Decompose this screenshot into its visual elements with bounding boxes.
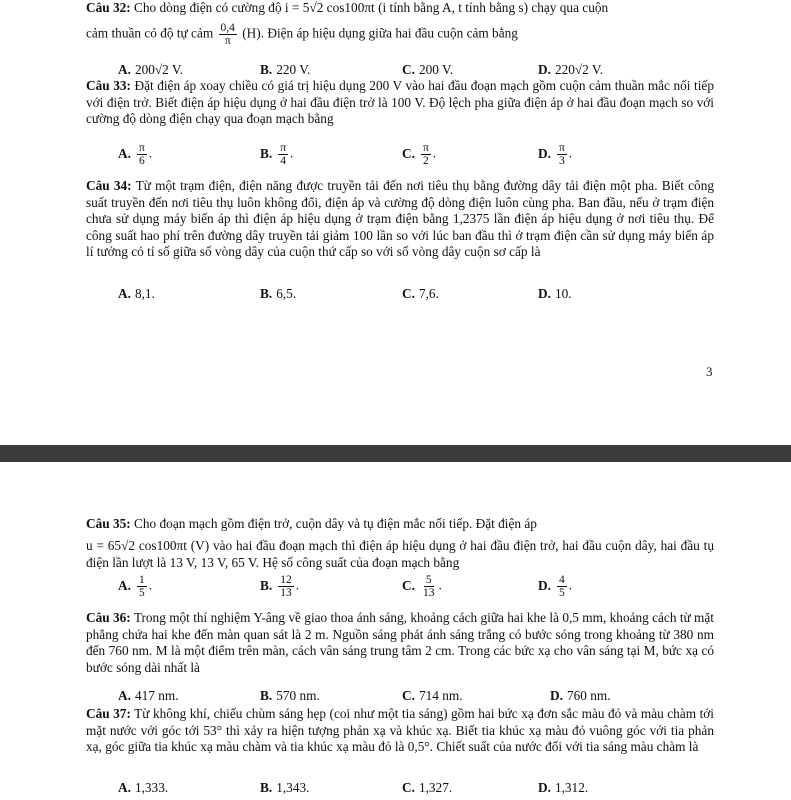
question-label: Câu 32: xyxy=(86,0,131,15)
question-text: Cho đoạn mạch gồm điện trở, cuộn dây và tụ điện mắc nối tiếp. Đặt điện áp xyxy=(134,516,537,531)
option-a[interactable]: A. 8,1. xyxy=(118,286,155,301)
question-32 xyxy=(86,0,714,17)
answer-options-34 xyxy=(118,284,718,306)
fraction xyxy=(219,22,237,47)
page-number: 3 xyxy=(706,364,713,379)
question-32-line2 xyxy=(86,22,714,47)
option-d[interactable]: D. $\frac{4}{5}$ . xyxy=(538,574,573,599)
option-c[interactable]: C. 7,6. xyxy=(402,286,439,301)
answer-options-37 xyxy=(118,778,718,800)
question-label: Câu 33: xyxy=(86,78,131,93)
question-text: Từ một trạm điện, điện năng được truyền tải đến nơi tiêu thụ bằng đường dây tải điện một pha. Biết công suất truyền đến nơi tiêu thụ luôn không đổi, điện áp và cường độ dòng điện luôn cùng pha. Ban đầu, nếu ở trạm điện chưa sử dụng máy biến áp thì điện áp hiệu dụng ở trạm điện bằng 1,2375 lần điện áp hiệu dụng ở nơi tiêu thụ. Để công suất hao phí trên đường dây truyền tải giảm 100 lần so với lúc ban đầu thì ở trạm điện cần sử dụng máy biến áp lí tưởng có tỉ số giữa số vòng dây của cuộn thứ cấp so với số vòng dây cuộn sơ cấp là xyxy=(86,178,714,260)
question-35-line2 xyxy=(86,538,714,571)
option-d[interactable]: D. 760 nm. xyxy=(550,688,611,703)
answer-options-36 xyxy=(118,686,718,708)
question-33 xyxy=(86,78,714,128)
question-text: Đặt điện áp xoay chiều có giá trị hiệu dụng 200 V vào hai đầu đoạn mạch gồm cuộn cảm thuần mắc nối tiếp với điện trở. Biết điện áp hiệu dụng ở hai đầu điện trở là 100 V. Độ lệch pha giữa điện áp ở hai đầu đoạn mạch so với cường độ dòng điện chạy qua đoạn mạch bằng xyxy=(86,78,714,127)
option-a[interactable]: A. $\frac{1}{5}$ . xyxy=(118,574,153,599)
answer-options-35 xyxy=(118,574,718,608)
option-a[interactable]: A. 200√2 V. xyxy=(118,62,184,77)
question-text: u = 65√2 cos100πt (V) vào hai đầu đoạn mạch thì điện áp hiệu dụng ở hai đầu điện trở, hai đầu cuộn dây, hai đầu tụ điện lần lượt là 13 V, 13 V, 65 V. Hệ số công suất của đoạn mạch bằng xyxy=(86,538,714,570)
question-label: Câu 36: xyxy=(86,610,131,625)
question-text: Từ không khí, chiếu chùm sáng hẹp (coi như một tia sáng) gồm hai bức xạ đơn sắc màu đỏ và màu chàm tới mặt nước với góc tới 53° thì xảy ra hiện tượng phản xạ và khúc xạ. Biết tia khúc xạ màu đỏ vuông góc với tia phản xạ, góc giữa tia khúc xạ màu chàm và tia khúc xạ màu đỏ là 0,5°. Chiết suất của nước đối với tia sáng màu chàm là xyxy=(86,706,714,755)
question-label: Câu 35: xyxy=(86,516,131,531)
option-d[interactable]: D. 10. xyxy=(538,286,572,301)
fraction-denominator: π xyxy=(224,35,231,47)
option-a[interactable]: A. 1,333. xyxy=(118,780,169,795)
option-d[interactable]: D. 220√2 V. xyxy=(538,62,604,77)
question-label: Câu 37: xyxy=(86,706,131,721)
option-c[interactable]: C. $\frac{\pi}{2}$ . xyxy=(402,142,437,167)
option-c[interactable]: C. 714 nm. xyxy=(402,688,463,703)
option-c[interactable]: C. 1,327. xyxy=(402,780,453,795)
option-b[interactable]: B. 220 V. xyxy=(260,62,311,77)
question-text: Cho dòng điện có cường độ i = 5√2 cos100πt (i tính bằng A, t tính bằng s) chạy qua cuộn xyxy=(134,0,609,15)
fraction-numerator: 0,4 xyxy=(220,22,235,34)
option-d[interactable]: D. 1,312. xyxy=(538,780,589,795)
option-b[interactable]: B. $\frac{12}{13}$ . xyxy=(260,574,300,599)
question-text: Trong một thí nghiệm Y-âng về giao thoa ánh sáng, khoảng cách giữa hai khe là 0,5 mm, khoảng cách từ mặt phẳng chứa hai khe đến màn quan sát là 2 m. Nguồn sáng phát ánh sáng trắng có bước sóng trong khoảng từ 380 nm đến 760 nm. M là một điểm trên màn, cách vân sáng trung tâm 2 cm. Trong các bức xạ cho vân sáng tại M, bức xạ có bước sóng dài nhất là xyxy=(86,610,714,675)
question-label: Câu 34: xyxy=(86,178,132,193)
option-b[interactable]: B. $\frac{\pi}{4}$ . xyxy=(260,142,294,167)
option-c[interactable]: C. 200 V. xyxy=(402,62,454,77)
option-b[interactable]: B. 6,5. xyxy=(260,286,297,301)
question-37 xyxy=(86,706,714,756)
question-35 xyxy=(86,516,714,533)
page-separator xyxy=(0,445,791,462)
option-d[interactable]: D. $\frac{\pi}{3}$ . xyxy=(538,142,573,167)
option-a[interactable]: A. 417 nm. xyxy=(118,688,179,703)
page-4 xyxy=(0,462,791,800)
question-text: (H). Điện áp hiệu dụng giữa hai đầu cuộn cảm bằng xyxy=(242,25,518,41)
option-a[interactable]: A. $\frac{\pi}{6}$ . xyxy=(118,142,153,167)
question-text: cảm thuần có độ tự cảm xyxy=(86,25,214,41)
question-36 xyxy=(86,610,714,676)
option-c[interactable]: C. $\frac{5}{13}$ . xyxy=(402,574,442,599)
option-b[interactable]: B. 1,343. xyxy=(260,780,310,795)
answer-options-33 xyxy=(118,142,718,176)
question-34 xyxy=(86,178,714,261)
option-b[interactable]: B. 570 nm. xyxy=(260,688,320,703)
